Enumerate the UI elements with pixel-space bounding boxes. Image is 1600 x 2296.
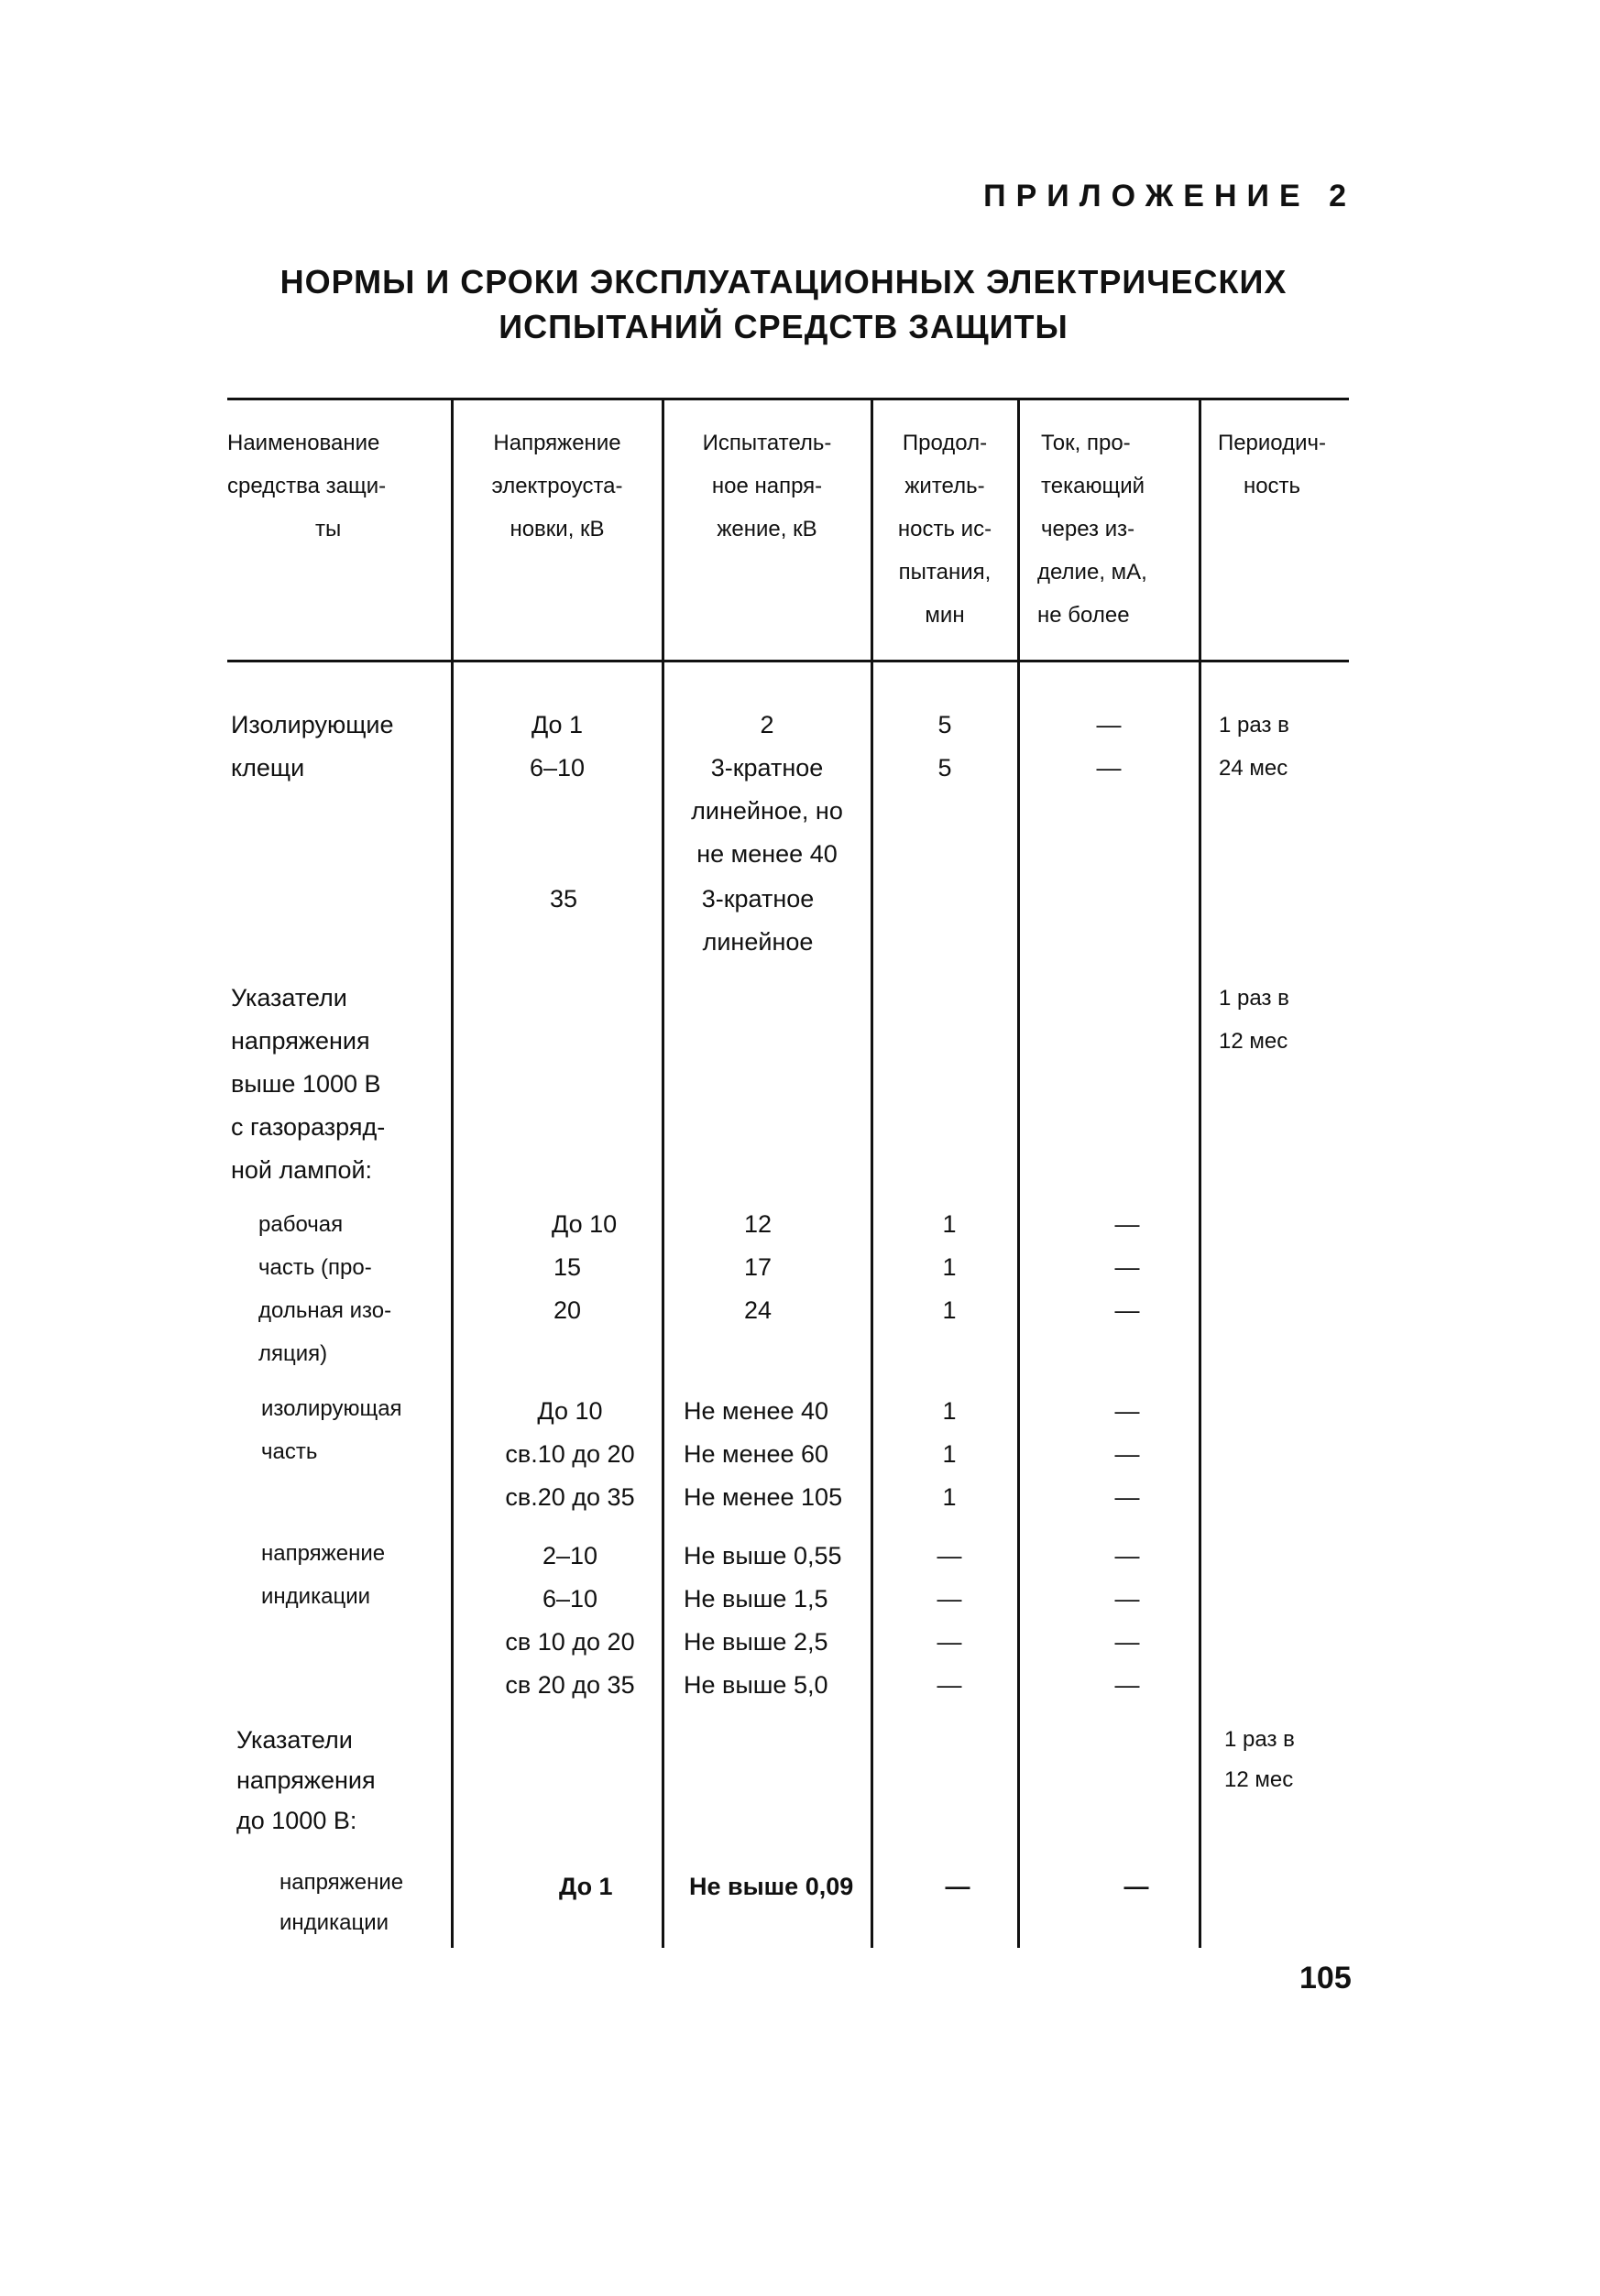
appendix-label: ПРИЛОЖЕНИЕ 2	[983, 179, 1356, 213]
test-voltage-value: 2	[760, 711, 774, 738]
row-label-insulating-clamps: Изолирующие клещи	[231, 711, 394, 782]
voltage-value: 6–10	[529, 754, 586, 782]
current-value: —	[1114, 1253, 1140, 1281]
current-value: —	[1114, 1483, 1140, 1511]
current-value: —	[1096, 754, 1122, 782]
row-label-indicators-above-1000v: Указатели напряжения выше 1000 В с газоразряд- ной лампой:	[231, 984, 386, 1184]
duration-value: —	[937, 1585, 962, 1613]
duration-value: 5	[937, 754, 952, 782]
row-label-working-part: рабочая часть (про- дольная изо- ляция)	[258, 1212, 392, 1366]
test-voltage-value: 12	[743, 1210, 773, 1238]
voltage-value: св 10 до 20	[505, 1628, 635, 1656]
voltage-value: 20	[553, 1296, 582, 1324]
column-divider-4	[1017, 398, 1020, 1948]
duration-value: —	[945, 1873, 970, 1900]
test-voltage-value: Не выше 2,5	[684, 1628, 828, 1656]
column-divider-5	[1199, 398, 1201, 1948]
period-indicators-below-1000v: 1 раз в 12 мес	[1224, 1727, 1295, 1792]
row-label-indicators-below-1000v: Указатели напряжения до 1000 В:	[236, 1726, 376, 1834]
column-header-period: Периодич- ность	[1217, 431, 1327, 498]
page-number: 105	[1299, 1961, 1352, 1995]
duration-value: 1	[942, 1210, 957, 1238]
voltage-value: св.20 до 35	[505, 1483, 635, 1511]
voltage-value: До 1	[559, 1873, 613, 1900]
column-header-test-voltage: Испытатель- ное напря- жение, кВ	[702, 431, 832, 541]
column-header-voltage: Напряжение электроуста- новки, кВ	[491, 431, 623, 541]
duration-value: 1	[942, 1397, 957, 1425]
test-voltage-value: 3-кратное линейное	[701, 885, 815, 956]
column-header-name: Наименование средства защи- ты	[227, 431, 387, 541]
voltage-value: До 10	[537, 1397, 603, 1425]
voltage-value: 2–10	[542, 1542, 598, 1569]
current-value: —	[1114, 1296, 1140, 1324]
column-divider-2	[662, 398, 664, 1948]
column-header-duration: Продол- житель- ность ис- пытания, мин	[897, 431, 992, 628]
voltage-value: 6–10	[542, 1585, 598, 1613]
voltage-value: До 10	[552, 1210, 618, 1238]
column-divider-1	[451, 398, 454, 1948]
current-value: —	[1114, 1628, 1140, 1656]
voltage-value: св.10 до 20	[505, 1440, 635, 1468]
test-voltage-value: Не выше 1,5	[684, 1585, 828, 1613]
duration-value: 1	[942, 1296, 957, 1324]
voltage-value: До 1	[531, 711, 584, 738]
test-voltage-value: Не менее 60	[684, 1440, 829, 1468]
page-title-line-1: НОРМЫ И СРОКИ ЭКСПЛУАТАЦИОННЫХ ЭЛЕКТРИЧЕСКИХ	[279, 263, 1288, 301]
current-value: —	[1114, 1397, 1140, 1425]
voltage-value: 35	[550, 885, 578, 913]
period-insulating-clamps: 1 раз в 24 мес	[1219, 713, 1289, 781]
duration-value: —	[937, 1628, 962, 1656]
period-indicators-above-1000v: 1 раз в 12 мес	[1219, 986, 1289, 1054]
duration-value: 1	[942, 1440, 957, 1468]
test-voltage-value: Не менее 105	[684, 1483, 843, 1511]
voltage-value: 15	[553, 1253, 582, 1281]
duration-value: 1	[942, 1483, 957, 1511]
current-value: —	[1114, 1210, 1140, 1238]
table-top-rule	[227, 398, 1349, 400]
test-voltage-value: Не выше 5,0	[684, 1671, 828, 1699]
duration-value: 1	[942, 1253, 957, 1281]
row-label-indication-voltage: напряжение индикации	[279, 1870, 404, 1935]
test-voltage-value: 24	[743, 1296, 773, 1324]
test-voltage-value: 17	[743, 1253, 773, 1281]
test-voltage-value: Не выше 0,09	[689, 1873, 854, 1900]
page-title-line-2: ИСПЫТАНИЙ СРЕДСТВ ЗАЩИТЫ	[499, 308, 1068, 345]
column-divider-3	[871, 398, 873, 1948]
voltage-value: св 20 до 35	[505, 1671, 635, 1699]
current-value: —	[1114, 1671, 1140, 1699]
test-voltage-value: Не выше 0,55	[684, 1542, 842, 1569]
test-voltage-value: 3-кратное линейное, но не менее 40	[691, 754, 843, 868]
current-value: —	[1114, 1585, 1140, 1613]
row-label-indication-voltage: напряжение индикации	[261, 1541, 386, 1609]
column-header-current: Ток, про- текающий через из- делие, мА, не более	[1037, 431, 1147, 628]
current-value: —	[1114, 1440, 1140, 1468]
duration-value: —	[937, 1542, 962, 1569]
current-value: —	[1123, 1873, 1149, 1900]
current-value: —	[1096, 711, 1122, 738]
row-label-insulating-part: изолирующая часть	[261, 1396, 402, 1464]
duration-value: 5	[937, 711, 952, 738]
test-voltage-value: Не менее 40	[684, 1397, 829, 1425]
table-header-rule	[227, 660, 1349, 662]
current-value: —	[1114, 1542, 1140, 1569]
duration-value: —	[937, 1671, 962, 1699]
